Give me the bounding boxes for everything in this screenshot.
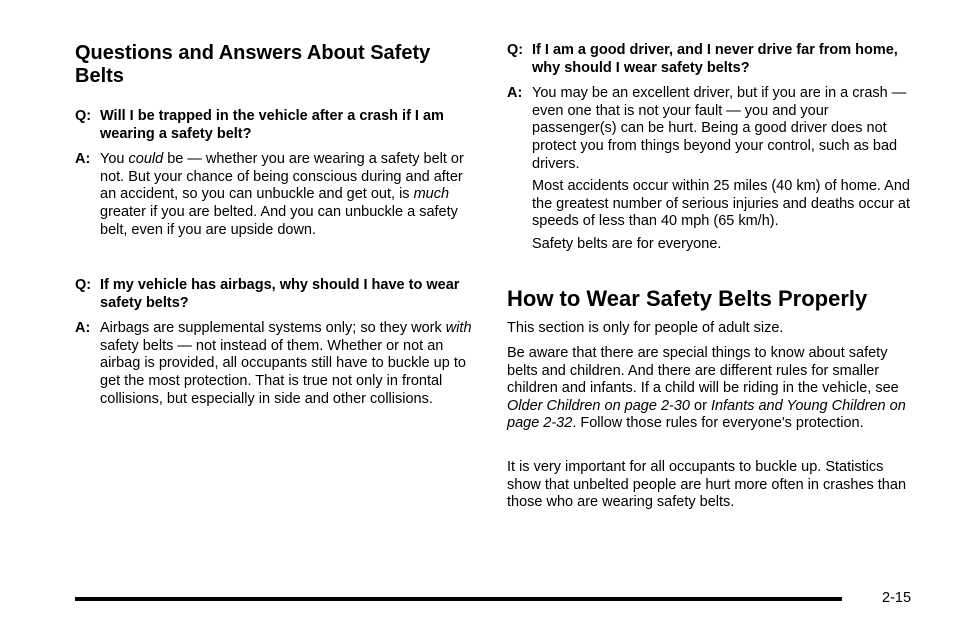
question-tag: Q:: [507, 42, 524, 58]
cross-reference-link[interactable]: Older Children on page 2‑30: [507, 397, 690, 414]
paragraph-text: or: [689, 397, 711, 414]
section-title-how-to-wear: How to Wear Safety Belts Properly: [507, 286, 868, 311]
section-title-qa: [75, 42, 475, 88]
answer-emphasis: could: [128, 151, 164, 168]
answer-row: [75, 320, 475, 408]
qa-item-2: [75, 277, 475, 408]
question-tag: Q:: [75, 108, 92, 124]
question-tag: Q:: [75, 277, 92, 293]
answer-part: Airbags are supplemental systems only; so they work: [100, 320, 446, 337]
question-text: If my vehicle has airbags, why should I have to wear safety belts?: [100, 277, 460, 311]
paragraph-adult-size: This section is only for people of adult size.: [507, 320, 784, 336]
question-row: [75, 277, 475, 312]
answer-text: You may be an excellent driver, but if you are in a crash — even one that is not your fault — you and your passenger(s) can be hurt. Being a good driver does not protect you from things beyond your control, such as bad drivers.: [532, 85, 907, 172]
answer-tag: A:: [75, 151, 91, 168]
answer-tag: A:: [507, 85, 523, 102]
answer-followup: Most accidents occur within 25 miles (40 km) of home. And the greatest number of serious injuries and deaths occur at speeds of less than 40 mph (65 km/h).: [532, 178, 911, 230]
qa-item-3: [507, 42, 917, 254]
question-text: If I am a good driver, and I never drive far from home, why should I wear safety belts?: [532, 42, 898, 76]
answer-followup: Safety belts are for everyone.: [532, 235, 722, 252]
paragraph-text: . Follow those rules for everyone's protection.: [572, 415, 864, 432]
paragraph-children: [507, 345, 912, 433]
question-row: [507, 42, 917, 77]
answer-part: be — whether you are wearing a safety belt or not. But your chance of being conscious during and after an accident, so you can unbuckle and get out, is: [100, 151, 464, 203]
answer-text: [100, 151, 475, 239]
question-text: Will I be trapped in the vehicle after a crash if I am wearing a safety belt?: [100, 108, 444, 142]
answer-part: You: [100, 151, 129, 168]
page-number: 2-15: [882, 590, 912, 606]
paragraph-buckle-up: It is very important for all occupants to buckle up. Statistics show that unbelted people are hurt more often in crashes than those who are wearing safety belts.: [507, 459, 907, 511]
answer-part: safety belts — not instead of them. Whether or not an airbag is provided, all occupants still have to buckle up to get the most protection. That is true not only in frontal collisions, but especially in side and other collisions.: [100, 337, 466, 407]
answer-emphasis: much: [413, 186, 450, 203]
answer-row: [507, 85, 917, 173]
answer-tag: A:: [75, 320, 91, 337]
qa-item-1: [75, 108, 475, 239]
question-row: [75, 108, 475, 143]
answer-row: [75, 151, 475, 239]
answer-emphasis: with: [445, 320, 472, 337]
answer-part: greater if you are belted. And you can unbuckle a safety belt, even if you are upside down.: [100, 203, 458, 238]
paragraph-text: Be aware that there are special things to know about safety belts and children. And there are different rules for smaller children and infants. If a child will be riding in the vehicle, see: [507, 345, 899, 397]
answer-text: [100, 320, 475, 408]
section-title-text: Questions and Answers About Safety Belts: [75, 42, 431, 87]
cross-reference-link[interactable]: Infants and Young Children on page 2‑32: [507, 397, 906, 432]
footer-rule: [75, 597, 842, 601]
